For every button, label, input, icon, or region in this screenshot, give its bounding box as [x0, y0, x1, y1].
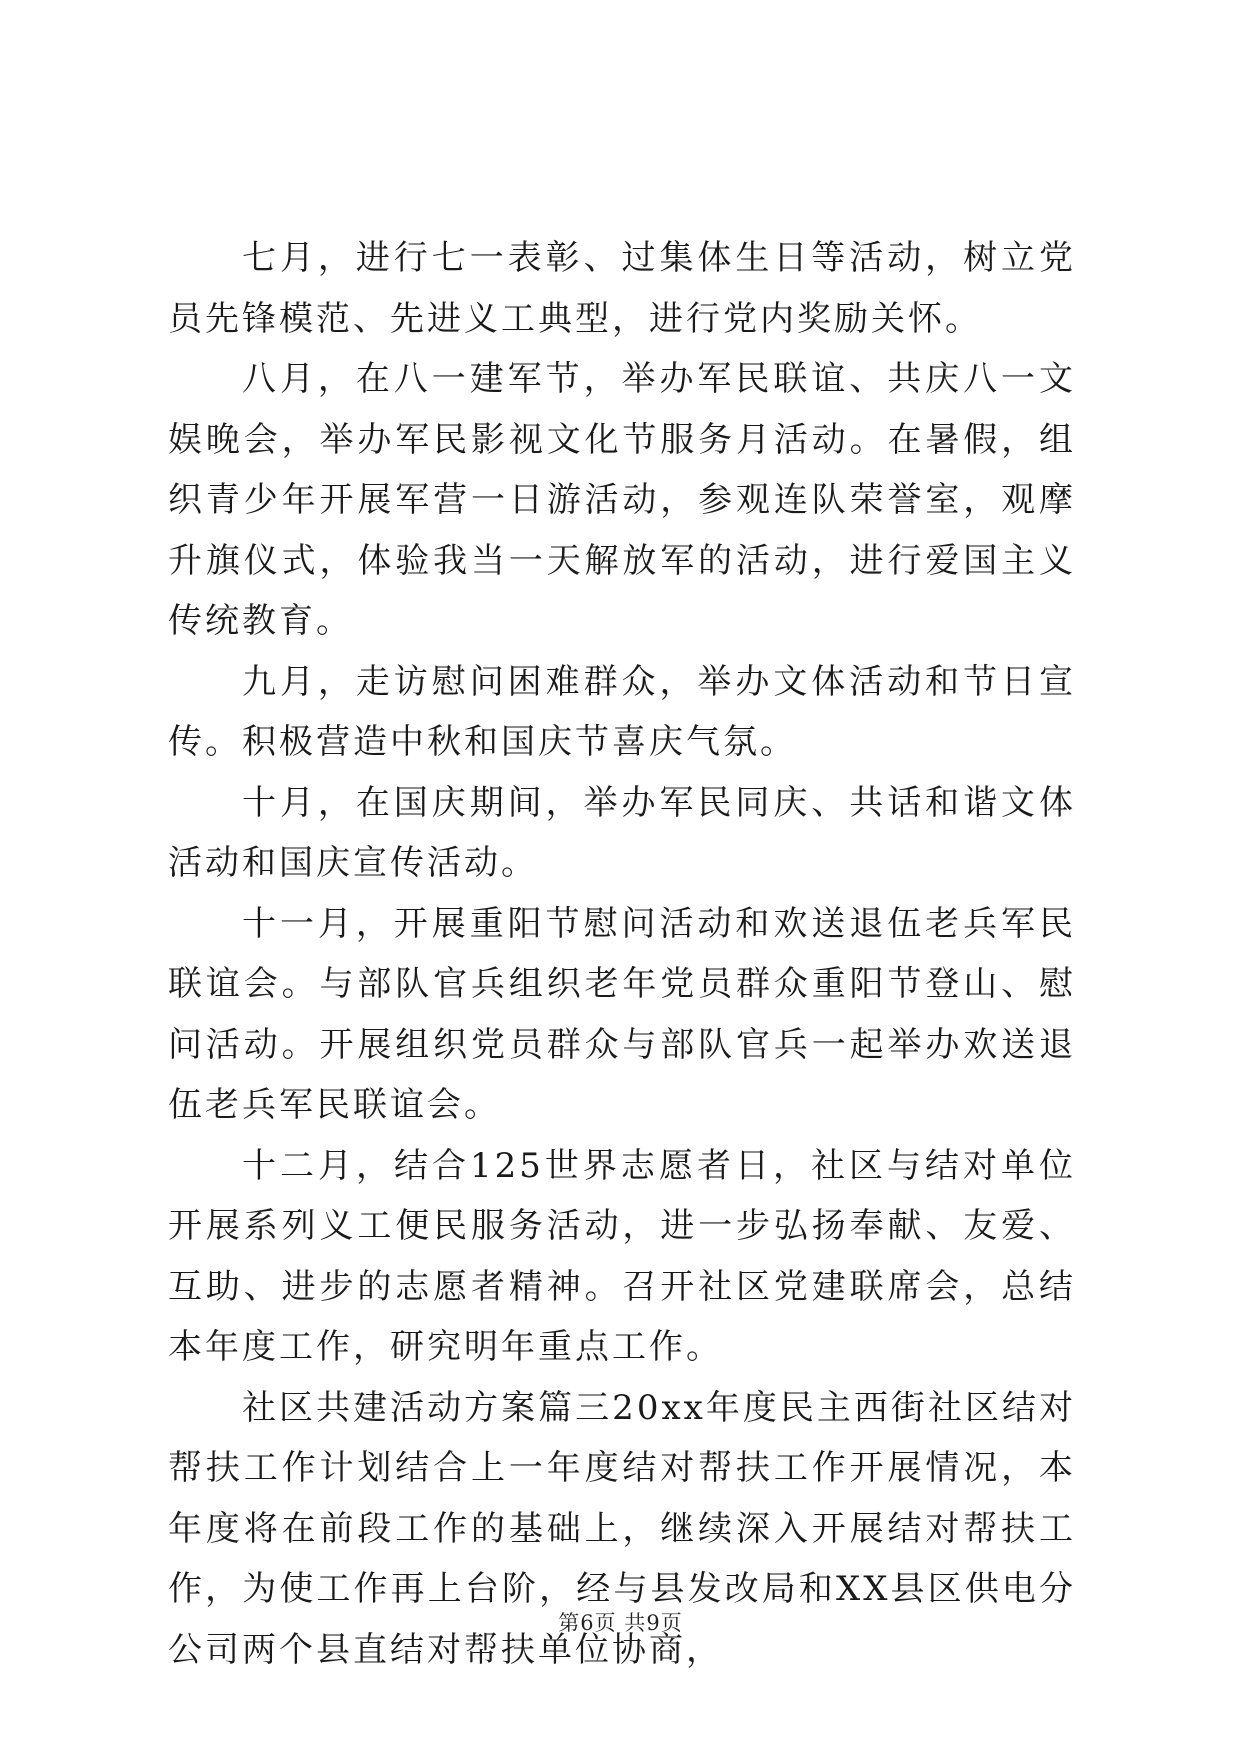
- page-number-footer: 第6页 共9页: [558, 1611, 683, 1635]
- paragraph-october: 十月，在国庆期间，举办军民同庆、共话和谐文体活动和国庆宣传活动。: [168, 782, 1076, 883]
- paragraph-july: 七月，进行七一表彰、过集体生日等活动，树立党员先锋模范、先进义工典型，进行党内奖励关怀。: [168, 238, 1076, 339]
- paragraph-august: 八月，在八一建军节，举办军民联谊、共庆八一文娱晚会，举办军民影视文化节服务月活动。在暑假，组织青少年开展军营一日游活动，参观连队荣誉室，观摩升旗仪式，体验我当一天解放军的活动，进行爱国主义传统教育。: [168, 359, 1076, 641]
- paragraph-september: 九月，走访慰问困难群众，举办文体活动和节日宣传。积极营造中秋和国庆节喜庆气氛。: [168, 661, 1076, 762]
- paragraph-november: 十一月，开展重阳节慰问活动和欢送退伍老兵军民联谊会。与部队官兵组织老年党员群众重阳节登山、慰问活动。开展组织党员群众与部队官兵一起举办欢送退伍老兵军民联谊会。: [168, 903, 1076, 1125]
- document-body: [168, 228, 1076, 1680]
- paragraph-december: 十二月，结合125世界志愿者日，社区与结对单位开展系列义工便民服务活动，进一步弘扬奉献、友爱、互助、进步的志愿者精神。召开社区党建联席会，总结本年度工作，研究明年重点工作。: [168, 1145, 1076, 1367]
- paragraph-plan-intro: 社区共建活动方案篇三20xx年度民主西街社区结对帮扶工作计划结合上一年度结对帮扶工作开展情况，本年度将在前段工作的基础上，继续深入开展结对帮扶工作，为使工作再上台阶，经与县发改局和XX县区供电分公司两个县直结对帮扶单位协商，: [168, 1387, 1076, 1670]
